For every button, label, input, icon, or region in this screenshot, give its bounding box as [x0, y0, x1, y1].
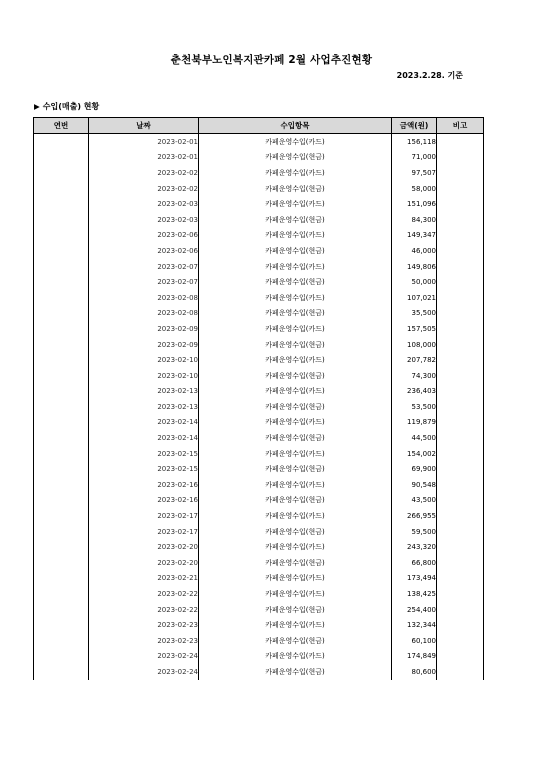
row-item-cell: 카페운영수입(카드): [199, 508, 392, 524]
table-row: [34, 493, 484, 509]
row-item-cell: 카페운영수입(현금): [199, 602, 392, 618]
row-note-cell: [437, 399, 484, 415]
header-date: 날짜: [89, 118, 199, 134]
row-number-cell: [34, 539, 89, 555]
row-date-cell: 2023-02-01: [89, 134, 199, 150]
row-amount-cell: 266,955: [392, 508, 437, 524]
row-note-cell: [437, 321, 484, 337]
row-item-cell: 카페운영수입(현금): [199, 493, 392, 509]
row-number-cell: [34, 368, 89, 384]
row-date-cell: 2023-02-03: [89, 196, 199, 212]
table-row: [34, 524, 484, 540]
header-item: 수입항목: [199, 118, 392, 134]
row-note-cell: [437, 274, 484, 290]
row-number-cell: [34, 196, 89, 212]
table-row: [34, 196, 484, 212]
row-item-cell: 카페운영수입(카드): [199, 617, 392, 633]
row-number-cell: [34, 321, 89, 337]
row-item-cell: 카페운영수입(현금): [199, 337, 392, 353]
table-row: [34, 337, 484, 353]
row-number-cell: [34, 430, 89, 446]
row-amount-cell: 149,347: [392, 228, 437, 244]
table-header-row: [34, 118, 484, 134]
row-date-cell: 2023-02-08: [89, 306, 199, 322]
row-note-cell: [437, 508, 484, 524]
row-item-cell: 카페운영수입(현금): [199, 555, 392, 571]
row-date-cell: 2023-02-09: [89, 337, 199, 353]
row-number-cell: [34, 508, 89, 524]
row-item-cell: 카페운영수입(현금): [199, 181, 392, 197]
row-date-cell: 2023-02-17: [89, 508, 199, 524]
row-date-cell: 2023-02-08: [89, 290, 199, 306]
row-amount-cell: 243,320: [392, 539, 437, 555]
section-heading: [34, 101, 99, 112]
row-amount-cell: 156,118: [392, 134, 437, 150]
table-row: [34, 602, 484, 618]
row-item-cell: 카페운영수입(현금): [199, 212, 392, 228]
row-amount-cell: 207,782: [392, 352, 437, 368]
table-row: [34, 306, 484, 322]
table-row: [34, 368, 484, 384]
row-amount-cell: 60,100: [392, 633, 437, 649]
row-item-cell: 카페운영수입(카드): [199, 649, 392, 665]
row-note-cell: [437, 243, 484, 259]
row-item-cell: 카페운영수입(현금): [199, 461, 392, 477]
row-date-cell: 2023-02-07: [89, 259, 199, 275]
row-amount-cell: 173,494: [392, 571, 437, 587]
row-amount-cell: 174,849: [392, 649, 437, 665]
row-amount-cell: 84,300: [392, 212, 437, 228]
table-row: [34, 461, 484, 477]
row-number-cell: [34, 602, 89, 618]
row-number-cell: [34, 212, 89, 228]
table-row: [34, 555, 484, 571]
row-note-cell: [437, 617, 484, 633]
row-date-cell: 2023-02-17: [89, 524, 199, 540]
table-row: [34, 134, 484, 150]
row-date-cell: 2023-02-16: [89, 477, 199, 493]
row-amount-cell: 157,505: [392, 321, 437, 337]
row-note-cell: [437, 134, 484, 150]
row-note-cell: [437, 352, 484, 368]
table-row: [34, 290, 484, 306]
row-date-cell: 2023-02-06: [89, 228, 199, 244]
row-amount-cell: 46,000: [392, 243, 437, 259]
row-date-cell: 2023-02-02: [89, 181, 199, 197]
row-amount-cell: 154,002: [392, 446, 437, 462]
row-note-cell: [437, 539, 484, 555]
table-row: [34, 181, 484, 197]
row-number-cell: [34, 571, 89, 587]
table-row: [34, 415, 484, 431]
row-number-cell: [34, 337, 89, 353]
row-number-cell: [34, 493, 89, 509]
row-item-cell: 카페운영수입(카드): [199, 539, 392, 555]
row-note-cell: [437, 228, 484, 244]
row-number-cell: [34, 290, 89, 306]
row-item-cell: 카페운영수입(카드): [199, 134, 392, 150]
row-number-cell: [34, 352, 89, 368]
row-note-cell: [437, 430, 484, 446]
row-amount-cell: 50,000: [392, 274, 437, 290]
table-row: [34, 664, 484, 680]
row-note-cell: [437, 477, 484, 493]
table-row: [34, 384, 484, 400]
table-row: [34, 352, 484, 368]
row-note-cell: [437, 571, 484, 587]
row-amount-cell: 44,500: [392, 430, 437, 446]
row-date-cell: 2023-02-23: [89, 633, 199, 649]
row-item-cell: 카페운영수입(카드): [199, 228, 392, 244]
row-item-cell: 카페운영수입(현금): [199, 399, 392, 415]
row-item-cell: 카페운영수입(카드): [199, 586, 392, 602]
row-date-cell: 2023-02-10: [89, 352, 199, 368]
row-date-cell: 2023-02-06: [89, 243, 199, 259]
row-item-cell: 카페운영수입(카드): [199, 290, 392, 306]
row-item-cell: 카페운영수입(카드): [199, 446, 392, 462]
table-row: [34, 539, 484, 555]
row-number-cell: [34, 664, 89, 680]
row-note-cell: [437, 524, 484, 540]
row-number-cell: [34, 399, 89, 415]
row-amount-cell: 69,900: [392, 461, 437, 477]
row-date-cell: 2023-02-15: [89, 461, 199, 477]
row-amount-cell: 43,500: [392, 493, 437, 509]
row-amount-cell: 132,344: [392, 617, 437, 633]
row-amount-cell: 80,600: [392, 664, 437, 680]
row-date-cell: 2023-02-23: [89, 617, 199, 633]
table-row: [34, 633, 484, 649]
row-item-cell: 카페운영수입(카드): [199, 196, 392, 212]
row-note-cell: [437, 415, 484, 431]
row-note-cell: [437, 633, 484, 649]
row-note-cell: [437, 306, 484, 322]
reference-date: 2023.2.28. 기준: [396, 71, 463, 80]
row-number-cell: [34, 586, 89, 602]
table-row: [34, 399, 484, 415]
row-date-cell: 2023-02-22: [89, 602, 199, 618]
row-amount-cell: 66,800: [392, 555, 437, 571]
row-note-cell: [437, 181, 484, 197]
row-note-cell: [437, 212, 484, 228]
row-number-cell: [34, 384, 89, 400]
table-row: [34, 586, 484, 602]
row-item-cell: 카페운영수입(카드): [199, 571, 392, 587]
row-amount-cell: 119,879: [392, 415, 437, 431]
table-row: [34, 150, 484, 166]
row-number-cell: [34, 633, 89, 649]
row-number-cell: [34, 274, 89, 290]
row-note-cell: [437, 165, 484, 181]
row-number-cell: [34, 228, 89, 244]
row-note-cell: [437, 337, 484, 353]
table-row: [34, 446, 484, 462]
row-item-cell: 카페운영수입(현금): [199, 306, 392, 322]
row-amount-cell: 107,021: [392, 290, 437, 306]
row-number-cell: [34, 165, 89, 181]
row-amount-cell: 35,500: [392, 306, 437, 322]
row-note-cell: [437, 196, 484, 212]
row-note-cell: [437, 150, 484, 166]
row-amount-cell: 59,500: [392, 524, 437, 540]
row-number-cell: [34, 446, 89, 462]
table-row: [34, 212, 484, 228]
row-date-cell: 2023-02-24: [89, 649, 199, 665]
row-note-cell: [437, 446, 484, 462]
row-date-cell: 2023-02-16: [89, 493, 199, 509]
row-note-cell: [437, 461, 484, 477]
table-row: [34, 321, 484, 337]
row-item-cell: 카페운영수입(카드): [199, 415, 392, 431]
table-row: [34, 259, 484, 275]
row-note-cell: [437, 649, 484, 665]
row-item-cell: 카페운영수입(현금): [199, 243, 392, 259]
row-amount-cell: 151,096: [392, 196, 437, 212]
row-amount-cell: 97,507: [392, 165, 437, 181]
row-number-cell: [34, 555, 89, 571]
row-date-cell: 2023-02-03: [89, 212, 199, 228]
row-number-cell: [34, 649, 89, 665]
row-number-cell: [34, 259, 89, 275]
income-table: [33, 117, 484, 680]
row-number-cell: [34, 477, 89, 493]
row-note-cell: [437, 384, 484, 400]
row-number-cell: [34, 617, 89, 633]
row-amount-cell: 71,000: [392, 150, 437, 166]
row-date-cell: 2023-02-14: [89, 430, 199, 446]
row-item-cell: 카페운영수입(카드): [199, 259, 392, 275]
row-item-cell: 카페운영수입(현금): [199, 368, 392, 384]
triangle-right-icon: ▶: [34, 102, 40, 111]
row-item-cell: 카페운영수입(카드): [199, 477, 392, 493]
row-date-cell: 2023-02-21: [89, 571, 199, 587]
table-row: [34, 477, 484, 493]
row-note-cell: [437, 555, 484, 571]
table-row: [34, 508, 484, 524]
table-row: [34, 165, 484, 181]
row-date-cell: 2023-02-24: [89, 664, 199, 680]
table-row: [34, 617, 484, 633]
row-date-cell: 2023-02-13: [89, 399, 199, 415]
row-amount-cell: 254,400: [392, 602, 437, 618]
row-amount-cell: 58,000: [392, 181, 437, 197]
row-item-cell: 카페운영수입(카드): [199, 384, 392, 400]
header-note: 비고: [437, 118, 484, 134]
row-date-cell: 2023-02-09: [89, 321, 199, 337]
row-note-cell: [437, 664, 484, 680]
row-number-cell: [34, 134, 89, 150]
table-row: [34, 571, 484, 587]
row-item-cell: 카페운영수입(현금): [199, 524, 392, 540]
row-date-cell: 2023-02-14: [89, 415, 199, 431]
table-row: [34, 228, 484, 244]
document-title: 춘천북부노인복지관카페 2월 사업추진현황: [170, 54, 373, 66]
row-number-cell: [34, 415, 89, 431]
header-amount: 금액(원): [392, 118, 437, 134]
row-date-cell: 2023-02-01: [89, 150, 199, 166]
row-amount-cell: 236,403: [392, 384, 437, 400]
table-row: [34, 243, 484, 259]
row-date-cell: 2023-02-02: [89, 165, 199, 181]
row-note-cell: [437, 368, 484, 384]
row-amount-cell: 90,548: [392, 477, 437, 493]
row-amount-cell: 108,000: [392, 337, 437, 353]
row-number-cell: [34, 306, 89, 322]
row-item-cell: 카페운영수입(현금): [199, 150, 392, 166]
row-amount-cell: 149,806: [392, 259, 437, 275]
row-date-cell: 2023-02-15: [89, 446, 199, 462]
row-date-cell: 2023-02-20: [89, 555, 199, 571]
row-number-cell: [34, 524, 89, 540]
row-item-cell: 카페운영수입(카드): [199, 352, 392, 368]
row-date-cell: 2023-02-07: [89, 274, 199, 290]
row-note-cell: [437, 290, 484, 306]
row-date-cell: 2023-02-22: [89, 586, 199, 602]
row-note-cell: [437, 259, 484, 275]
row-number-cell: [34, 243, 89, 259]
row-item-cell: 카페운영수입(현금): [199, 664, 392, 680]
table-row: [34, 274, 484, 290]
row-amount-cell: 74,300: [392, 368, 437, 384]
row-note-cell: [437, 493, 484, 509]
table-row: [34, 430, 484, 446]
header-number: 연번: [34, 118, 89, 134]
row-number-cell: [34, 181, 89, 197]
row-amount-cell: 138,425: [392, 586, 437, 602]
row-number-cell: [34, 150, 89, 166]
row-note-cell: [437, 602, 484, 618]
row-item-cell: 카페운영수입(현금): [199, 633, 392, 649]
row-amount-cell: 53,500: [392, 399, 437, 415]
table-row: [34, 649, 484, 665]
row-date-cell: 2023-02-20: [89, 539, 199, 555]
row-number-cell: [34, 461, 89, 477]
row-note-cell: [437, 586, 484, 602]
section-heading-text: 수입(매출) 현황: [42, 102, 100, 111]
row-item-cell: 카페운영수입(현금): [199, 274, 392, 290]
row-item-cell: 카페운영수입(현금): [199, 430, 392, 446]
row-date-cell: 2023-02-13: [89, 384, 199, 400]
row-date-cell: 2023-02-10: [89, 368, 199, 384]
row-item-cell: 카페운영수입(카드): [199, 321, 392, 337]
row-item-cell: 카페운영수입(카드): [199, 165, 392, 181]
